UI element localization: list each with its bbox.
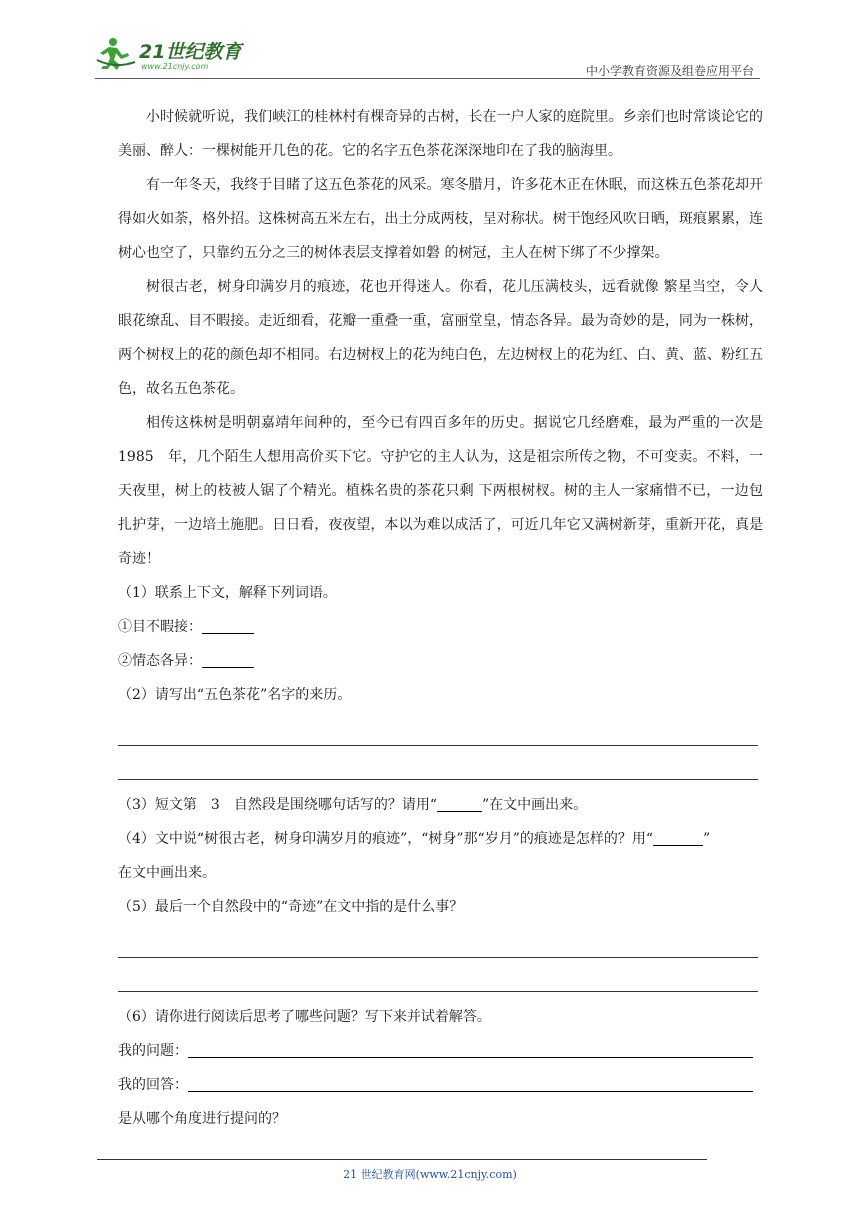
answer-line-2a[interactable] (118, 712, 758, 746)
answer-line-2b[interactable] (118, 746, 758, 780)
logo-21cnjy (95, 36, 260, 72)
my-question-blank[interactable] (188, 1043, 753, 1058)
question-1: （1）联系上下文，解释下列词语。 (118, 585, 337, 601)
question-1a-label: ①目不暇接： (118, 619, 202, 635)
question-6-my-answer (118, 1068, 763, 1102)
question-1a (118, 610, 763, 644)
answer-blank-1a[interactable] (202, 619, 254, 634)
running-figure-icon (97, 38, 135, 70)
question-1b-label: ②情态各异： (118, 653, 202, 669)
question-4-text: （4）文中说“树很古老，树身印满岁月的痕迹”，“树身”那“岁月”的痕迹是怎样的？用“ (118, 831, 654, 847)
question-5: （5）最后一个自然段中的“奇迹”在文中指的是什么事？ (118, 899, 464, 915)
question-4 (118, 822, 763, 856)
logo-url: www.21cnjy.com (141, 62, 209, 71)
footer-link[interactable]: 21 世纪教育网(www.21cnjy.com) (343, 1168, 517, 1181)
platform-name: 中小学教育资源及组卷应用平台 (585, 64, 754, 78)
passage-paragraph-4: 相传这株树是明朝嘉靖年间种的，至今已有四百多年的历史。据说它几经磨难，最为严重的一次是 1985 年，几个陌生人想用高价买下它。守护它的主人认为，这是祖宗所传之物，不可变卖。不料，一天夜里，树上的枝被人锯了个精光。植株名贵的茶花只剩 下两根树杈。树的主人一家痛惜不已，一边包扎护芽，一边培土施肥。日日看，夜夜望，本以为难以成活了，可近几年它又满树新芽，重新开花，真是奇迹！ (118, 415, 777, 567)
document-body (118, 100, 777, 1136)
answer-line-5a[interactable] (118, 924, 758, 958)
answer-line-5b[interactable] (118, 958, 758, 992)
passage-paragraph-2: 有一年冬天，我终于目睹了这五色茶花的风采。寒冬腊月，许多花木正在休眠，而这株五色茶花却开得如火如荼，格外招。这株树高五米左右，出土分成两枝，呈对称状。树干饱经风吹日晒，斑痕累累，连树心也空了，只靠约五分之三的树体表层支撑着如磐 的树冠，主人在树下绑了不少撑架。 (118, 177, 763, 261)
passage-paragraph-1: 小时候就听说，我们峡江的桂林村有棵奇异的古树，长在一户人家的庭院里。乡亲们也时常谈论它的美丽、醉人：一棵树能开几色的花。它的名字五色茶花深深地印在了我的脑海里。 (118, 109, 763, 159)
question-6-my-question (118, 1034, 763, 1068)
question-4-text-end: ” (703, 831, 711, 847)
question-3-text-end: ”在文中画出来。 (481, 797, 588, 813)
my-answer-label: 我的回答： (118, 1077, 188, 1093)
logo-text: 21世纪教育 (139, 41, 242, 63)
my-answer-blank[interactable] (188, 1077, 753, 1092)
page-header (95, 30, 760, 78)
answer-blank-4[interactable] (653, 831, 703, 846)
answer-blank-3[interactable] (437, 797, 482, 812)
answer-blank-1b[interactable] (202, 653, 254, 668)
question-1b (118, 644, 763, 678)
question-3 (118, 788, 763, 822)
question-4-continued: 在文中画出来。 (118, 865, 216, 881)
footer-rule (97, 1159, 707, 1160)
question-2: （2）请写出“五色茶花”名字的来历。 (118, 687, 352, 703)
header-rule (95, 78, 760, 79)
passage-paragraph-3: 树很古老，树身印满岁月的痕迹，花也开得迷人。你看，花儿压满枝头，远看就像 繁星当空，令人眼花缭乱、目不暇接。走近细看，花瓣一重叠一重，富丽堂皇，情态各异。最为奇妙的是，同为一株树，两个树杈上的花的颜色却不相同。右边树杈上的花为纯白色，左边树杈上的花为红、白、黄、蓝、粉红五色，故名五色茶花。 (118, 279, 763, 397)
my-question-label: 我的问题： (118, 1043, 188, 1059)
question-6-angle: 是从哪个角度进行提问的？ (118, 1111, 286, 1127)
question-3-text: （3）短文第 3 自然段是围绕哪句话写的？请用“ (118, 797, 437, 813)
question-6: （6）请你进行阅读后思考了哪些问题？写下来并试着解答。 (118, 1009, 491, 1025)
